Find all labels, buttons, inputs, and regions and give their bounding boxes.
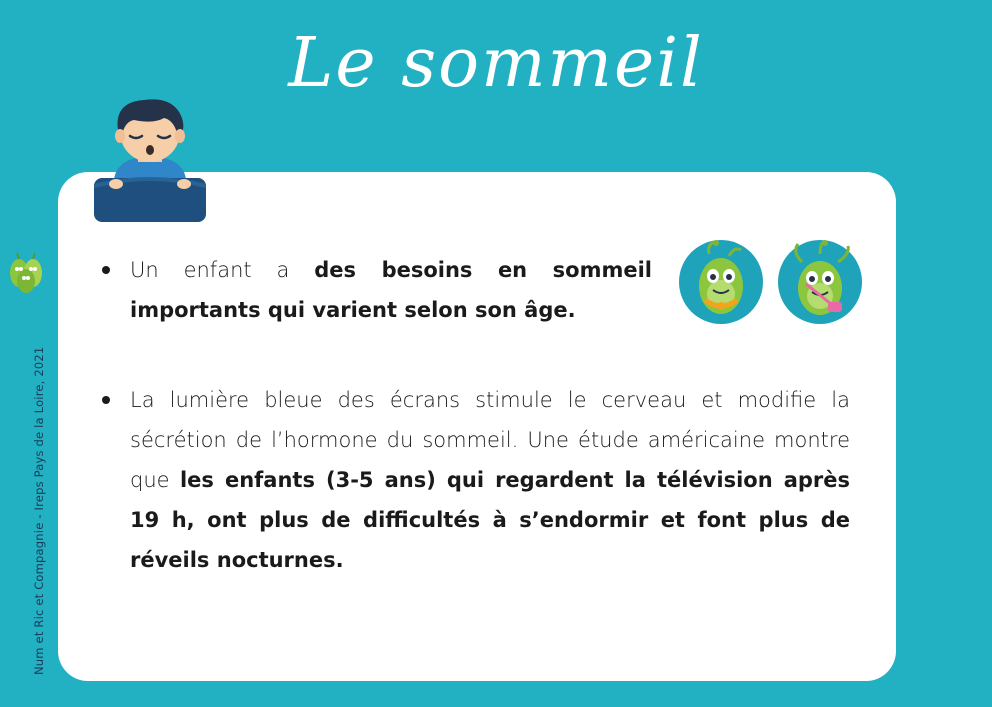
bullet-dot: [102, 266, 110, 274]
bullet-dot: [102, 396, 110, 404]
bullet-item: [102, 380, 850, 580]
side-credit: Num et Ric et Compagnie - Ireps Pays de la Loire, 2021: [32, 346, 46, 675]
mascot-ric-icon: [778, 240, 862, 324]
mascot-num-icon: [679, 240, 763, 324]
bullet-bold-text: des besoins en sommeil importants qui varient selon son âge.: [130, 258, 652, 322]
mascots-logo-icon: [7, 249, 45, 295]
sleeping-boy-icon: [94, 96, 206, 222]
bullet-text: La lumière bleue des écrans stimule le cerveau et modifie la sécrétion de l’hormone du sommeil. Une étude américaine montre que: [130, 388, 850, 492]
page-title: Le sommeil: [288, 24, 704, 103]
bullet-text: Un enfant a: [130, 258, 315, 282]
bullet-bold-text: les enfants (3-5 ans) qui regardent la télévision après 19 h, ont plus de difficultés à s’endormir et font plus de réveils nocturnes.: [130, 468, 850, 572]
bullet-item: [102, 250, 652, 330]
